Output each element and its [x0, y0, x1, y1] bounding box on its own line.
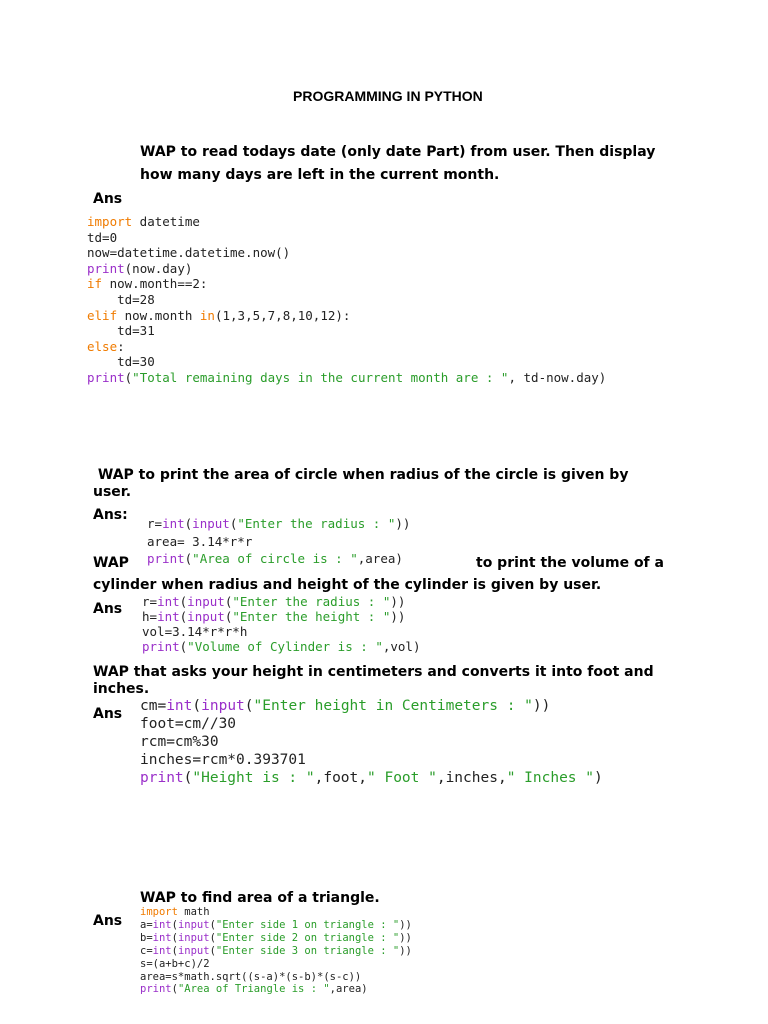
code-token: "Enter side 3 on triangle : " [215, 944, 400, 957]
code-token: ( [209, 918, 216, 931]
code-token: int [152, 918, 172, 931]
code-token: in [199, 307, 215, 323]
code-token: ( [171, 918, 178, 931]
code-token: print [142, 639, 180, 654]
code-token: "Height is : " [192, 770, 315, 786]
code-token: ( [184, 516, 193, 531]
code-token: ( [179, 594, 188, 609]
code-token: ( [171, 931, 178, 944]
code-line [87, 339, 606, 355]
code-token: )) [395, 516, 411, 531]
code-token: if [87, 276, 103, 292]
code-token: ( [184, 551, 193, 566]
code-token: ( [209, 944, 216, 957]
code-token: input [177, 931, 210, 944]
code-line [140, 769, 603, 787]
answer-5-label: Ans [93, 913, 123, 929]
code-line [140, 906, 412, 919]
code-token: "Area of Triangle is : " [177, 983, 330, 996]
code-line [142, 594, 420, 609]
code-token: r= [142, 594, 158, 609]
code-token: )) [390, 609, 406, 624]
question-3-line-1: to print the volume of a [476, 555, 664, 571]
question-3-line-2: cylinder when radius and height of the cylinder is given by user. [93, 577, 602, 593]
code-line [140, 971, 412, 984]
code-token: int [162, 516, 185, 531]
code-line [87, 323, 606, 339]
code-token: int [157, 609, 180, 624]
code-block-4 [140, 697, 603, 787]
code-token: )) [390, 594, 406, 609]
code-token: "Area of circle is : " [192, 551, 358, 566]
code-token: inches=rcm*0.393701 [140, 752, 306, 768]
code-token: td=28 [87, 291, 155, 307]
code-token: ( [124, 369, 133, 385]
code-token: a= [140, 918, 153, 931]
code-line [87, 308, 606, 324]
code-token: ( [171, 944, 178, 957]
code-token: "Enter the height : " [232, 609, 391, 624]
answer-2-label: Ans: [93, 507, 128, 523]
code-token: input [192, 516, 230, 531]
code-token: ( [224, 609, 233, 624]
code-token: )) [399, 931, 412, 944]
code-token: now.month==2: [102, 276, 208, 292]
code-token: , td-now.day) [508, 369, 607, 385]
code-token: s=(a+b+c)/2 [140, 957, 210, 970]
code-token: elif [87, 307, 118, 323]
question-4-line-2: inches. [93, 681, 150, 697]
code-token: ( [171, 983, 178, 996]
question-1-line-1: WAP to read todays date (only date Part) from user. Then display [140, 144, 656, 160]
code-line [142, 609, 420, 624]
code-token: ) [594, 770, 603, 786]
code-line [140, 945, 412, 958]
answer-4-label: Ans [93, 706, 123, 722]
code-token: r= [147, 516, 163, 531]
code-token: td=30 [87, 354, 155, 370]
code-block-1 [87, 214, 606, 386]
code-token: now.month [117, 307, 200, 323]
code-line [142, 639, 420, 654]
question-5-line-1: WAP to find area of a triangle. [140, 890, 380, 906]
code-token: "Total remaining days in the current month are : " [132, 369, 509, 385]
code-line [87, 292, 606, 308]
code-line [147, 515, 410, 533]
code-token: "Enter the radius : " [237, 516, 396, 531]
code-line [140, 751, 603, 769]
code-token: ( [179, 639, 188, 654]
code-token: ( [244, 698, 254, 714]
code-line [87, 245, 606, 261]
code-token: )) [532, 698, 551, 714]
code-token: input [201, 698, 245, 714]
code-token: int [166, 698, 193, 714]
code-token: input [187, 594, 225, 609]
code-token: ( [209, 931, 216, 944]
code-token: print [140, 770, 184, 786]
code-token: ,area) [329, 983, 368, 996]
code-token: "Enter the radius : " [232, 594, 391, 609]
question-1-line-2: how many days are left in the current month. [140, 167, 500, 183]
code-line [87, 214, 606, 230]
code-line [140, 919, 412, 932]
code-token: ( [183, 770, 193, 786]
code-token: int [157, 594, 180, 609]
question-3-wap: WAP [93, 555, 129, 571]
code-token: input [177, 944, 210, 957]
question-2-line-1: WAP to print the area of circle when radius of the circle is given by [93, 467, 629, 483]
code-line [140, 697, 603, 715]
code-token: (1,3,5,7,8,10,12): [214, 307, 351, 323]
code-line [142, 624, 420, 639]
code-token: "Enter side 1 on triangle : " [215, 918, 400, 931]
code-line [87, 354, 606, 370]
code-token: " Foot " [367, 770, 437, 786]
code-token: h= [142, 609, 158, 624]
code-line [147, 550, 410, 568]
code-token: " Inches " [506, 770, 594, 786]
answer-1-label: Ans [93, 191, 123, 207]
code-token: input [187, 609, 225, 624]
code-block-3 [142, 594, 420, 654]
code-line [140, 715, 603, 733]
code-token: foot=cm//30 [140, 716, 237, 732]
code-token: print [87, 369, 125, 385]
code-token: ( [224, 594, 233, 609]
question-4-line-1: WAP that asks your height in centimeters and converts it into foot and [93, 664, 654, 680]
code-token: "Volume of Cylinder is : " [187, 639, 383, 654]
code-block-5 [140, 906, 412, 996]
code-token: datetime [132, 214, 200, 229]
code-line [87, 370, 606, 386]
code-token: ( [192, 698, 202, 714]
code-line [87, 261, 606, 277]
code-line [140, 733, 603, 751]
code-token: else [87, 338, 118, 354]
code-token: math [177, 906, 210, 918]
code-token: area= 3.14*r*r [147, 533, 253, 549]
code-token: now=datetime.datetime.now() [87, 245, 291, 261]
code-token: int [152, 931, 172, 944]
code-token: ,area) [357, 551, 403, 566]
code-token: (now.day) [124, 260, 193, 276]
code-line [147, 533, 410, 551]
code-token: print [147, 551, 185, 566]
code-token: area=s*math.sqrt((s-a)*(s-b)*(s-c)) [140, 970, 362, 983]
code-line [140, 932, 412, 945]
code-token: ( [229, 516, 238, 531]
code-token: b= [140, 931, 153, 944]
code-token: )) [399, 944, 412, 957]
code-line [87, 230, 606, 246]
code-token: print [140, 983, 172, 996]
code-token: import [87, 214, 133, 229]
code-line [87, 276, 606, 292]
code-token: input [177, 918, 210, 931]
code-token: rcm=cm%30 [140, 734, 219, 750]
code-line [140, 983, 412, 996]
code-token: td=0 [87, 229, 118, 245]
code-token: ( [179, 609, 188, 624]
code-token: td=31 [87, 323, 155, 339]
code-token: : [117, 338, 125, 354]
code-token: print [87, 260, 125, 276]
code-token: cm= [140, 698, 167, 714]
answer-3-label: Ans [93, 601, 123, 617]
page-title: PROGRAMMING IN PYTHON [293, 88, 483, 104]
question-2-line-2: user. [93, 484, 132, 500]
code-token: )) [399, 918, 412, 931]
code-token: "Enter height in Centimeters : " [253, 698, 533, 714]
code-line [140, 958, 412, 971]
code-token: c= [140, 944, 153, 957]
code-token: "Enter side 2 on triangle : " [215, 931, 400, 944]
code-token: import [140, 906, 178, 918]
code-token: vol=3.14*r*r*h [142, 624, 248, 639]
code-token: ,foot, [314, 770, 367, 786]
code-token: ,vol) [382, 639, 421, 654]
code-token: ,inches, [436, 770, 507, 786]
code-token: int [152, 944, 172, 957]
code-block-2 [147, 515, 410, 568]
